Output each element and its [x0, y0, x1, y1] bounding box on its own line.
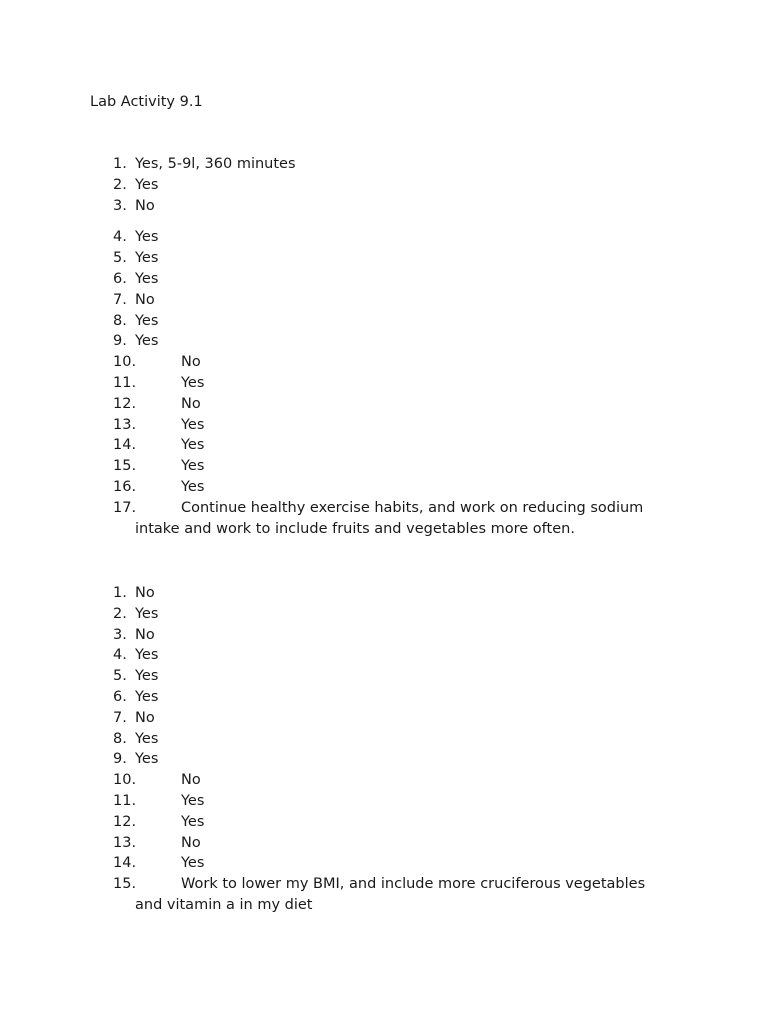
list-item	[0, 456, 768, 477]
item-answer: Yes	[181, 792, 205, 809]
item-answer: Yes	[181, 478, 205, 495]
item-answer: No	[135, 626, 155, 643]
list-item	[0, 770, 768, 791]
list-item	[0, 248, 768, 269]
list-item	[0, 415, 768, 436]
item-answer: Yes	[181, 437, 205, 454]
item-number: 2.	[113, 605, 127, 622]
item-answer: No	[181, 772, 201, 789]
item-number: 11.	[113, 792, 137, 809]
list-item	[0, 311, 768, 332]
list-item	[0, 812, 768, 833]
item-number: 16.	[113, 478, 137, 495]
item-number: 10.	[113, 354, 137, 371]
list-item	[0, 749, 768, 770]
item-number: 9.	[113, 333, 127, 350]
list-item	[0, 154, 768, 175]
item-answer: Yes	[135, 176, 159, 193]
item-answer: No	[181, 395, 201, 412]
list-item	[0, 874, 768, 916]
item-answer: No	[135, 291, 155, 308]
item-number: 12.	[113, 395, 137, 412]
item-answer: Yes	[181, 458, 205, 475]
item-answer: Yes	[181, 416, 205, 433]
item-answer: No	[181, 834, 201, 851]
list-item	[0, 687, 768, 708]
list-item	[0, 645, 768, 666]
item-number: 13.	[113, 416, 137, 433]
list-item	[0, 227, 768, 248]
list-item	[0, 791, 768, 812]
item-number: 1.	[113, 156, 127, 172]
item-answer: Yes	[135, 312, 159, 329]
list-item	[0, 373, 768, 394]
list-item	[0, 290, 768, 311]
item-number: 13.	[113, 834, 137, 851]
item-number: 7.	[113, 709, 127, 726]
item-answer: No	[181, 354, 201, 371]
list-item	[0, 269, 768, 290]
item-answer: Yes	[135, 688, 159, 705]
item-number: 2.	[113, 176, 127, 193]
item-answer: Yes	[181, 855, 205, 872]
list-item	[0, 833, 768, 854]
item-number: 5.	[113, 250, 127, 267]
list-item	[0, 331, 768, 352]
item-answer: No	[135, 585, 155, 601]
document-title: Lab Activity 9.1	[90, 94, 203, 110]
list-item	[0, 498, 768, 540]
list-item	[0, 394, 768, 415]
item-answer: Yes	[135, 647, 159, 664]
list-item	[0, 625, 768, 646]
item-number: 8.	[113, 312, 127, 329]
item-number: 1.	[113, 585, 127, 601]
list-item	[0, 583, 768, 604]
list-item	[0, 435, 768, 456]
item-number: 14.	[113, 437, 137, 454]
item-number: 6.	[113, 688, 127, 705]
item-number: 11.	[113, 374, 137, 391]
list-item	[0, 604, 768, 625]
item-number: 7.	[113, 291, 127, 308]
item-number: 14.	[113, 855, 137, 872]
item-number: 6.	[113, 270, 127, 287]
answer-list-second	[0, 583, 768, 916]
item-number: 12.	[113, 813, 137, 830]
item-answer: Yes	[135, 668, 159, 685]
item-number: 4.	[113, 647, 127, 664]
item-number: 10.	[113, 772, 137, 789]
item-answer: Yes	[135, 229, 159, 246]
item-number: 3.	[113, 197, 127, 214]
item-answer: Yes	[181, 813, 205, 830]
item-answer: Yes	[135, 250, 159, 267]
item-number: 5.	[113, 668, 127, 685]
list-item	[0, 175, 768, 196]
list-item	[0, 853, 768, 874]
item-answer: No	[135, 197, 155, 214]
item-answer: Yes	[135, 270, 159, 287]
item-answer: No	[135, 709, 155, 726]
item-answer: Yes	[135, 333, 159, 350]
item-answer: Continue healthy exercise habits, and work on reducing sodium intake and work to include fruits and vegetables more often.	[135, 499, 648, 537]
list-item	[0, 352, 768, 373]
item-number: 8.	[113, 730, 127, 747]
item-number: 3.	[113, 626, 127, 643]
item-number: 4.	[113, 229, 127, 246]
item-number: 15.	[113, 458, 137, 475]
item-number: 9.	[113, 751, 127, 768]
item-answer: Work to lower my BMI, and include more cruciferous vegetables and vitamin a in my diet	[135, 876, 650, 913]
list-item	[0, 196, 768, 217]
item-answer: Yes	[135, 605, 159, 622]
item-answer: Yes	[135, 730, 159, 747]
item-answer: Yes, 5-9l, 360 minutes	[135, 156, 296, 172]
item-number: 17.	[113, 499, 137, 516]
item-number: 15.	[113, 876, 137, 893]
list-item	[0, 666, 768, 687]
list-item	[0, 477, 768, 498]
answer-list-first	[0, 154, 768, 539]
list-item	[0, 729, 768, 750]
item-answer: Yes	[181, 374, 205, 391]
list-item	[0, 708, 768, 729]
item-answer: Yes	[135, 751, 159, 768]
